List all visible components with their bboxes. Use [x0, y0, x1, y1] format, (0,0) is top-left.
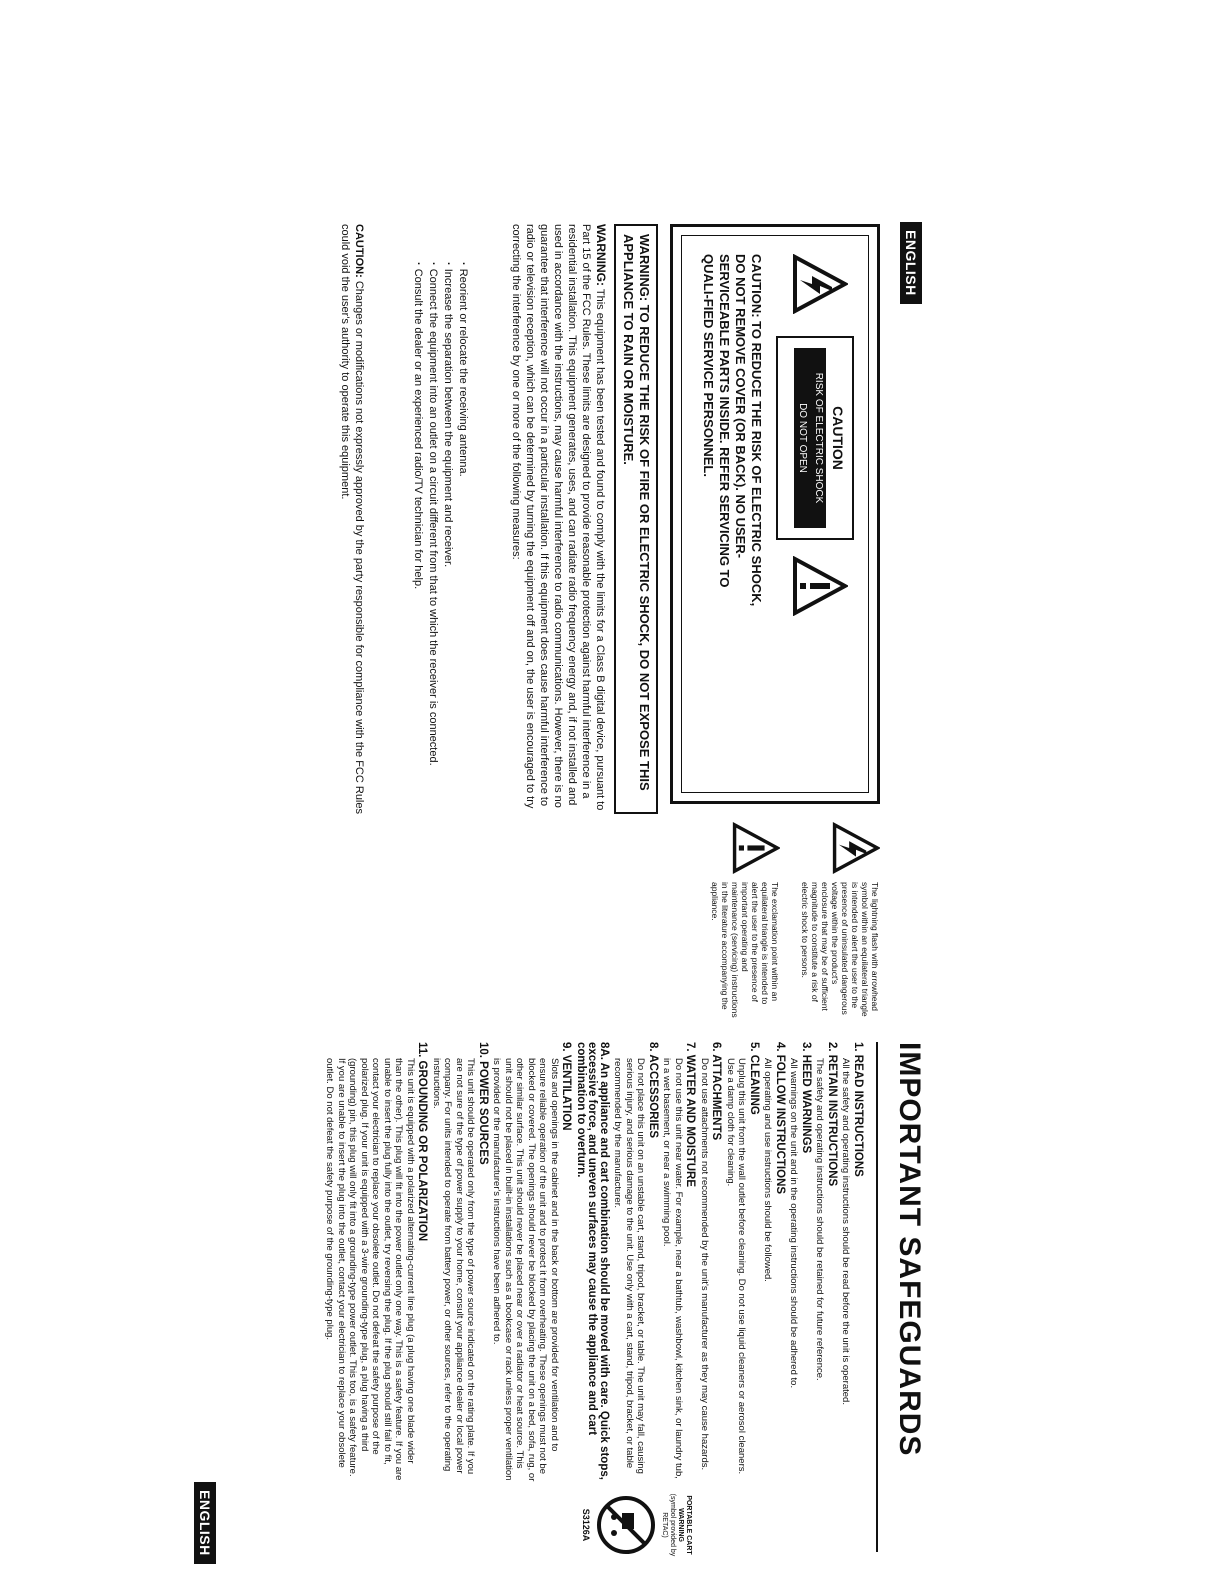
caution-label-title: CAUTION: [830, 406, 846, 470]
caution-text: CAUTION: TO REDUCE THE RISK OF ELECTRIC SHOCK, DO NOT REMOVE COVER (OR BACK). NO USER-SERVICEABLE PARTS INSIDE. REFER SERVICING TO QUALI-FIED SERVICE PERSONNEL.: [701, 254, 764, 607]
exclamation-triangle-icon: [732, 822, 780, 874]
measure-item: · Increase the separation between the equipment and receiver.: [440, 262, 455, 822]
page-title: IMPORTANT SAFEGUARDS: [893, 1042, 926, 1457]
fcc-warning-lead: WARNING:: [594, 224, 608, 286]
section-item: 8. ACCESSORIES Do not place this unit on an unstable cart, stand, tripod, bracket, or table. The unit may fall, causing serious injury, and serious damage to the unit. Use only with a cart, stand, tripod, bracket, or table recommended by the manufacturer.: [612, 1042, 659, 1474]
section-item: 8A. An appliance and cart combination should be moved with care. Quick stops, excessive force, and uneven surfaces may cause the appliance and cart combination to overturn.: [575, 1042, 610, 1480]
caution-label-sub1: RISK OF ELECTRIC SHOCK: [810, 348, 826, 528]
exclamation-triangle-icon: [792, 556, 848, 616]
fcc-warning: [509, 224, 608, 814]
section-item: 7. WATER AND MOISTURE Do not use this unit near water. For example, near a bathtub, washbowl, kitchen sink, or laundry tub, in a wet basement, or near a swimming pool.: [661, 1042, 697, 1479]
rotated-content: [102, 222, 926, 1572]
cart-caption-title: PORTABLE CART WARNING: [677, 1495, 692, 1555]
measure-item: · Connect the equipment into an outlet on a circuit different from that to which the receiver is connected.: [425, 262, 440, 822]
cart-caption-sub: (symbol provided by RETAC): [661, 1493, 676, 1557]
section-item: 5. CLEANING Unplug this unit from the wall outlet before cleaning. Do not use liquid cleaners or aerosol cleaners. Use a damp cloth for cleaning.: [725, 1042, 760, 1475]
section-item: 9. VENTILATION Slots and openings in the cabinet and in the back or bottom are provided for ventilation and to ensure reliable operation of the unit and to protect it from overheating. These openings must not be blocked or covered. The openings should never be blocked by placing the unit on a bed, sofa, rug, or other similar surface. This unit should never be placed near or over a radiator or heat source. This unit should not be placed in built-in installations such as a bookcase or rack unless proper ventilation is provided or the manufacturer's instructions have been adhered to.: [491, 1042, 573, 1482]
section-item: 10. POWER SOURCES This unit should be operated only from the type of power source indicated on the rating plate. If you are not sure of the type of power supply to your home, consult your appliance dealer or local power company. For units intended to operate from battery power, or other sources, refer to the operating instructions.: [431, 1042, 489, 1475]
fcc-caution-lead: CAUTION:: [353, 224, 365, 278]
left-column: [102, 222, 922, 872]
warning-box: WARNING: TO REDUCE THE RISK OF FIRE OR ELECTRIC SHOCK, DO NOT EXPOSE THIS APPLIANCE TO RAIN OR MOISTURE.: [614, 224, 658, 814]
lightning-triangle-icon: [832, 822, 880, 874]
right-column: [102, 1042, 926, 1562]
fcc-warning-text: This equipment has been tested and found to comply with the limits for a Class B digital device, pursuant to Part 15 of the FCC Rules. These limits are designed to provide reasonable protection against harmful interference in a residential installation. This equipment generates, uses, and can radiate radio frequency energy and, if not installed and used in accordance with the instructions, may cause harmful interference to radio communications. However, there is no guarantee that interference will not occur in a particular installation. If this equipment does cause harmful interference to radio or television reception, which can be determined by turning the equipment off and on, the user is encouraged to try correcting the interference by one or more of the following measures:: [510, 224, 606, 811]
measures-list: [410, 262, 470, 822]
caution-label: [776, 336, 854, 540]
title-rule: [876, 1042, 878, 1552]
caution-box: [670, 224, 880, 804]
section-item: 3. HEED WARNINGS All warnings on the unit and in the operating instructions should be adhered to.: [788, 1042, 812, 1389]
lightning-note: The lightning flash with arrowhead symbol within an equilateral triangle is intended to alert the user to the presence of uninsulated dangerous voltage within the product's enclosure that may be of sufficient magnitude to constitute a risk of electric shock to persons.: [800, 882, 880, 1017]
fcc-caution: [338, 224, 366, 824]
language-tag: ENGLISH: [900, 222, 922, 304]
measure-item: · Consult the dealer or an experienced radio/TV technician for help.: [410, 262, 425, 822]
language-tag: ENGLISH: [194, 1482, 216, 1564]
section-item: 11. GROUNDING OR POLARIZATION This unit is equipped with a polarized alternating-current line plug (a plug having one blade wider than the other). This plug will fit into the power outlet only one way. This is a safety feature. If you are unable to insert the plug fully into the outlet, try reversing the plug. If the plug should still fail to fit, contact your electrician to replace your obsolete outlet. Do not defeat the safety purpose of the polarized plug. If your unit is equipped with a 3-wire grounding-type plug, a plug having a third (grounding) pin, this plug will only fit into a grounding-type power outlet. This too, is a safety feature. If you are unable to insert the plug into the outlet, contact your electrician to replace your obsolete outlet. Do not defeat the safety purpose of the grounding-type plug.: [324, 1042, 429, 1481]
caution-label-sub2: DO NOT OPEN: [794, 348, 810, 528]
section-item: 4. FOLLOW INSTRUCTIONS All operating and use instructions should be followed.: [762, 1042, 786, 1282]
section-item: 2. RETAIN INSTRUCTIONS The safety and operating instructions should be retained for future reference.: [814, 1042, 838, 1381]
cart-warning: [581, 1490, 692, 1560]
symbol-notes: [680, 822, 880, 1022]
exclamation-note: The exclamation point within an equilateral triangle is intended to alert the user to the presence of important operating and maintenance (servicing) instructions in the literature accompanying the appliance.: [710, 882, 780, 1018]
fcc-caution-text: Changes or modifications not expressly approved by the party responsible for compliance with the FCC Rules could void the user's authority to operate this equipment.: [339, 224, 365, 814]
section-item: 1. READ INSTRUCTIONS All the safety and operating instructions should be read before the unit is operated.: [840, 1042, 864, 1405]
cart-code: S3126A: [581, 1508, 591, 1542]
safeguards-list: [324, 1042, 866, 1482]
lightning-triangle-icon: [792, 254, 848, 314]
measure-item: · Reorient or relocate the receiving antenna.: [455, 262, 470, 822]
cart-warning-icon: [596, 1495, 656, 1555]
caution-box-inner: [681, 235, 869, 793]
section-item: 6. ATTACHMENTS Do not use attachments not recommended by the unit's manufacturer as they may cause hazards.: [699, 1042, 723, 1471]
